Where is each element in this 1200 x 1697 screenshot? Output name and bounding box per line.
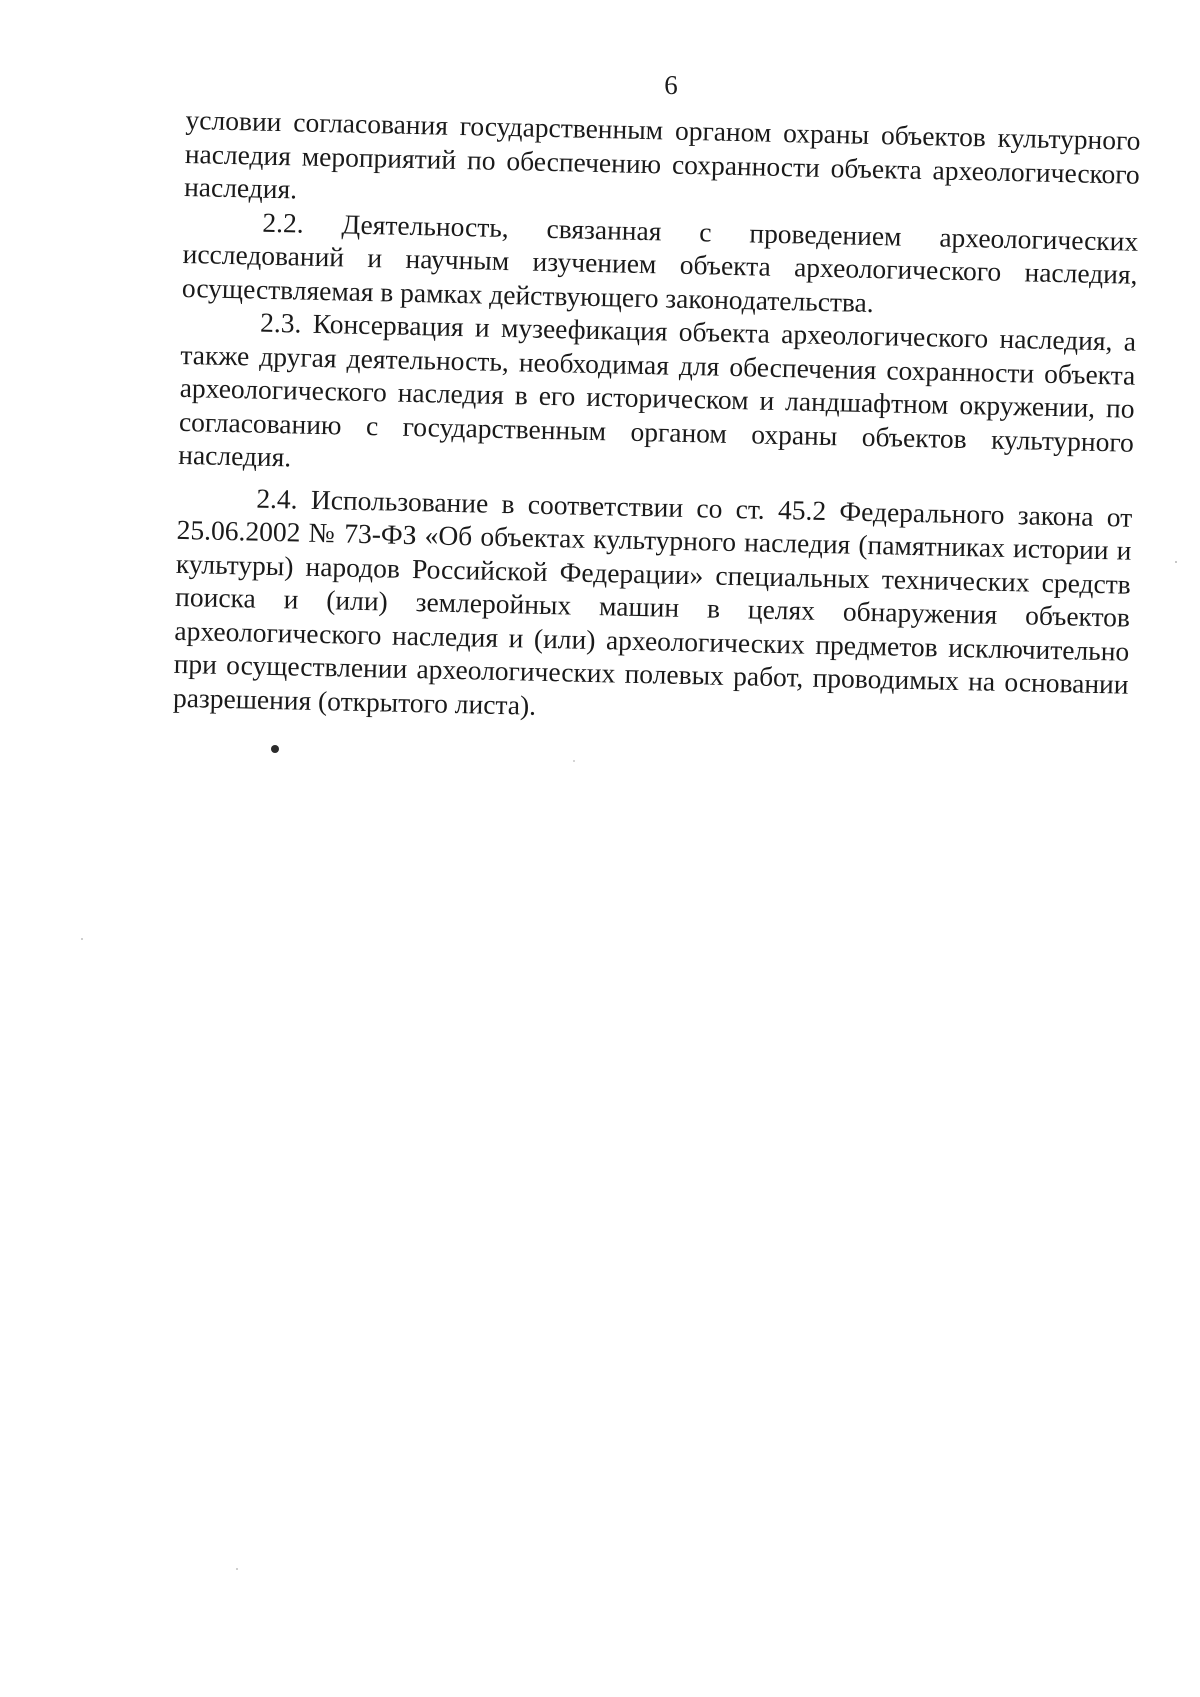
page-number: 6 <box>664 70 678 100</box>
scan-speck <box>1175 561 1177 563</box>
scan-speck <box>271 745 279 753</box>
scan-speck <box>573 760 575 762</box>
paragraph-2-3: 2.3. Консервация и музеефикация объекта археологического наследия, а также другая деятельность, необходимая для обеспечения сохранности объекта археологического наследия в его историческом и ландшафтном окружении, по согласованию с государственным органом охраны объектов культурного наследия. <box>177 306 1137 473</box>
paragraph-2-2: 2.2. Деятельность, связанная с проведением археологических исследований и научным изучением объекта археологического наследия, осуществляемая в рамках действующего законодательства. <box>181 206 1139 318</box>
document-body <box>173 103 1141 735</box>
paragraph-2-4: 2.4. Использование в соответствии со ст. 45.2 Федерального закона от 25.06.2002 № 73-ФЗ «Об объектах культурного наследия (памятниках истории и культуры) народов Российской Федерации» специальных технических средств поиска и (или) землеройных машин в целях обнаружения объектов археологического наследия и (или) археологических предметов исключительно при осуществлении археологических полевых работ, проводимых на основании разрешения (открытого листа). <box>172 482 1133 721</box>
paragraph-continuation: условии согласования государственным органом охраны объектов культурного наследия мероприятий по обеспечению сохранности объекта археологического наследия. <box>183 103 1141 205</box>
scan-speck <box>236 1568 238 1570</box>
scan-speck <box>81 938 83 940</box>
